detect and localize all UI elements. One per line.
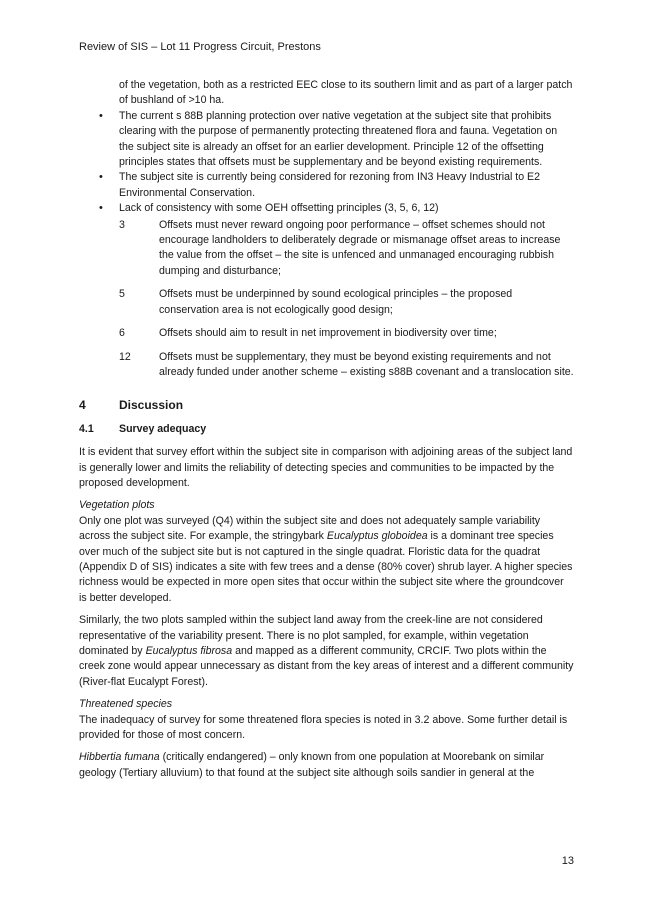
offset-principles [119,218,574,381]
principle-item: 12 Offsets must be supplementary, they must be beyond existing requirements and not already funded under another scheme – existing s88B covenant and a translocation site. [119,350,574,378]
page-number: 13 [561,855,574,867]
principle-item: 3 Offsets must never reward ongoing poor performance – offset schemes should not encourage landholders to deliberately degrade or mismanage offset areas to increase the value from the offset – the site is unfenced and unmanaged encouraging rubbish dumping and disturbance; [119,218,561,277]
bullet-item: • The subject site is currently being considered for rezoning from IN3 Heavy Industrial to E2 Environmental Conservation. [99,171,541,199]
intro-continuation: of the vegetation, both as a restricted EEC close to its southern limit and as part of a larger patch of bushland of >10 ha. [119,79,573,107]
bullet-icon: • [99,171,103,184]
page-content [79,78,574,788]
page-header: Review of SIS – Lot 11 Progress Circuit, Prestons [79,41,321,53]
threatened-species-heading: Threatened species [79,698,173,711]
threatened-paragraph-1: The inadequacy of survey for some threatened flora species is noted in 3.2 above. Some further detail is provided for those of most concern. [79,713,568,742]
survey-paragraph: It is evident that survey effort within the subject site in comparison with adjoining areas of the subject land is generally lower and limits the reliability of detecting species and communities to be impacted by the proposed development. [79,446,573,489]
threatened-paragraph-2: Hibbertia fumana (critically endangered) – only known from one population at Moorebank on similar geology (Tertiary alluvium) to that found at the subject site although soils sandier in general at the [79,751,545,779]
section-heading: 4 Discussion [79,398,184,413]
vegetation-paragraph-1: Only one plot was surveyed (Q4) within the subject site and does not adequately sample variability across the subject site. For example, the stringybark Eucalyptus globoidea is a dominant tree species over much of the subject site but is not captured in the single quadrat. Floristic data for the quadrat (Appendix D of SIS) indicates a site with few trees and a dense (80% cover) shrub layer. A higher species richness would be expected in more open sites that occur within the subject site where the groundcover is better developed. [79,514,573,604]
bullet-item: • Lack of consistency with some OEH offsetting principles (3, 5, 6, 12) [79,201,574,216]
vegetation-plots-heading: Vegetation plots [79,499,155,512]
subsection-heading: 4.1 Survey adequacy [79,422,207,435]
principle-item: 5 Offsets must be underpinned by sound ecological principles – the proposed conservation area is not ecologically good design; [119,288,513,316]
principle-item: 6 Offsets should aim to result in net improvement in biodiversity over time; [119,327,497,340]
vegetation-paragraph-2: Similarly, the two plots sampled within the subject land away from the creek-line are not considered representative of the variability present. There is no plot sampled, for example, within vegetation dominated by Eucalyptus fibrosa and mapped as a different community, CRCIF. Two plots within the creek zone would appear unnecessary as distant from the key areas of interest and a different community (River-flat Eucalypt Forest). [79,614,574,688]
bullet-icon: • [99,109,103,122]
bullet-item: • The current s 88B planning protection over native vegetation at the subject site that prohibits clearing with the purpose of permanently protecting threatened flora and fauna. Vegetation on the subject site is already an offset for an earlier development. Principle 12 of the offsetting principles states that offsets must be supplementary and be beyond existing requirements. [99,109,558,169]
bullet-icon: • [99,202,103,215]
bullet-list [79,109,574,217]
